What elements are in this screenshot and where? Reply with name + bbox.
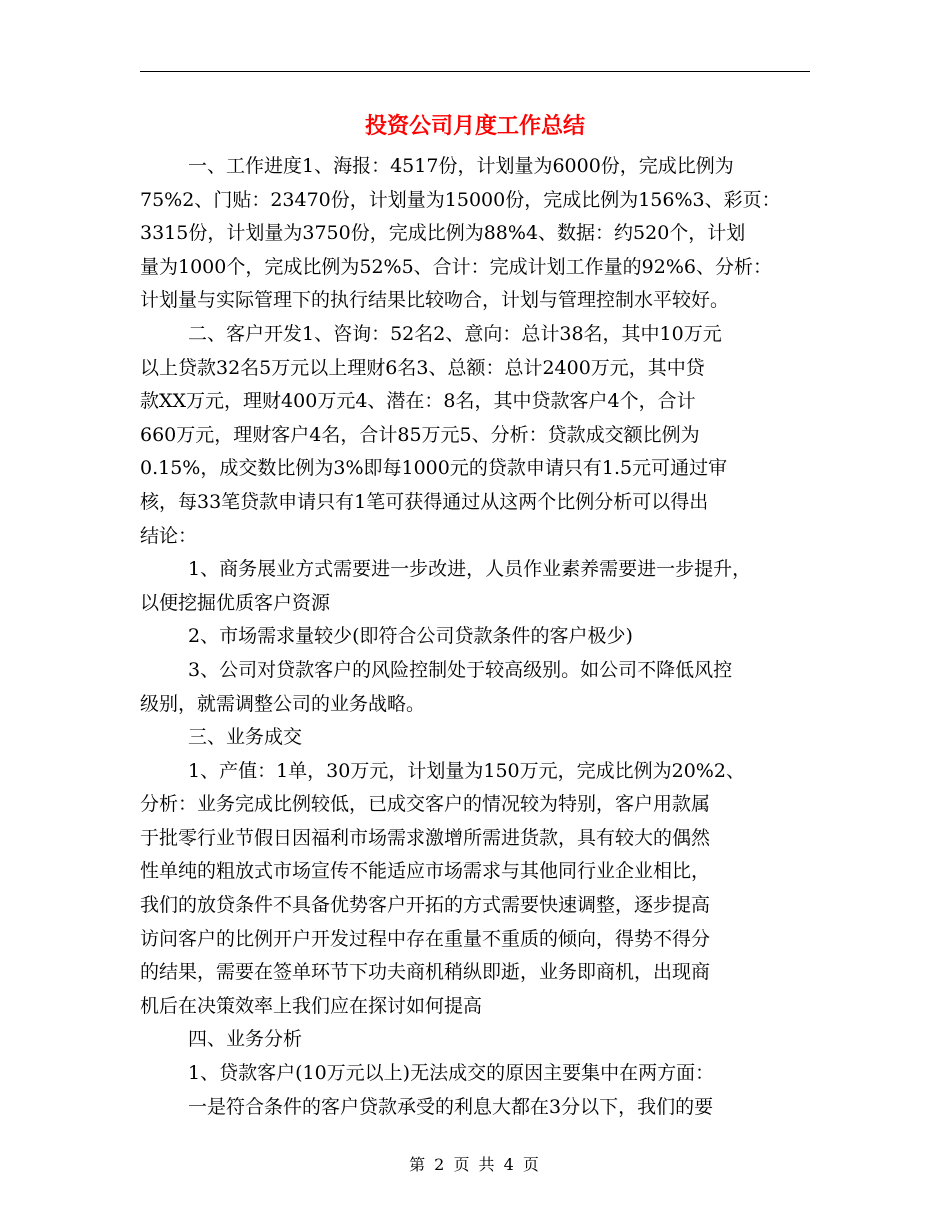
text-line: 75%2、门贴：23470份，计划量为15000份，完成比例为156%3、彩页： [140,188,781,211]
paragraph [140,721,820,755]
paragraph [140,654,820,721]
text-line: 1、商务展业方式需要进一步改进，人员作业素养需要进一步提升， [188,558,752,581]
text-line: 分析：业务完成比例较低，已成交客户的情况较为特别，客户用款属 [140,793,711,816]
text-line: 3、公司对贷款客户的风险控制处于较高级别。如公司不降低风控 [188,658,733,681]
text-line: 机后在决策效率上我们应在探讨如何提高 [140,994,483,1017]
page-number: 第 2 页 共 4 页 [409,1155,541,1174]
text-line: 3315份，计划量为3750份，完成比例为88%4、数据：约520个，计划 [140,222,746,245]
text-line: 我们的放贷条件不具备优势客户开拓的方式需要快速调整，逐步提高 [140,894,711,917]
text-line: 以上贷款32名5万元以上理财6名3、总额：总计2400万元，其中贷 [140,356,705,379]
text-line: 量为1000个，完成比例为52%5、合计：完成计划工作量的92%6、分析： [140,255,772,278]
paragraph [140,150,820,318]
text-line: 计划量与实际管理下的执行结果比较吻合，计划与管理控制水平较好。 [140,289,730,312]
text-line: 一、工作进度1、海报：4517份，计划量为6000份，完成比例为 [188,155,734,177]
text-line: 访问客户的比例开户开发过程中存在重量不重质的倾向，得势不得分 [140,927,711,950]
text-line: 以便挖掘优质客户资源 [140,591,331,614]
text-line: 的结果，需要在签单环节下功夫商机稍纵即逝，业务即商机，出现商 [140,961,711,984]
text-line: 2、市场需求量较少(即符合公司贷款条件的客户极少) [188,625,633,648]
text-line: 于批零行业节假日因福利市场需求激增所需进货款，具有较大的偶然 [140,826,711,849]
text-line: 性单纯的粗放式市场宣传不能适应市场需求与其他同行业企业相比， [140,860,711,883]
paragraph [140,1057,820,1091]
text-line: 核，每33笔贷款申请只有1笔可获得通过从这两个比例分析可以得出 [140,490,709,513]
text-line: 级别，就需调整公司的业务战略。 [140,692,426,715]
text-line: 二、客户开发1、咨询：52名2、意向：总计38名，其中10万元 [188,322,722,345]
text-line: 1、产值：1单，30万元，计划量为150万元，完成比例为20%2、 [188,759,745,782]
paragraph [140,620,820,654]
paragraph [140,1091,820,1125]
paragraph [140,755,820,1024]
text-line: 1、贷款客户(10万元以上)无法成交的原因主要集中在两方面： [188,1062,715,1085]
header-rule [140,71,810,72]
text-line: 660万元，理财客户4名，合计85万元5、分析：贷款成交额比例为 [140,423,700,446]
text-line: 结论： [140,524,198,547]
document-title: 投资公司月度工作总结 [364,113,585,139]
paragraph [140,553,820,620]
text-line: 三、业务成交 [188,726,303,749]
paragraph [140,318,820,553]
text-line: 0.15%，成交数比例为3%即每1000元的贷款申请只有1.5元可通过审 [140,457,728,480]
document-body [140,150,820,1124]
paragraph [140,1023,820,1057]
text-line: 一是符合条件的客户贷款承受的利息大都在3分以下，我们的要 [188,1095,714,1118]
text-line: 四、业务分析 [188,1028,303,1051]
text-line: 款XX万元，理财400万元4、潜在：8名，其中贷款客户4个，合计 [140,390,696,413]
